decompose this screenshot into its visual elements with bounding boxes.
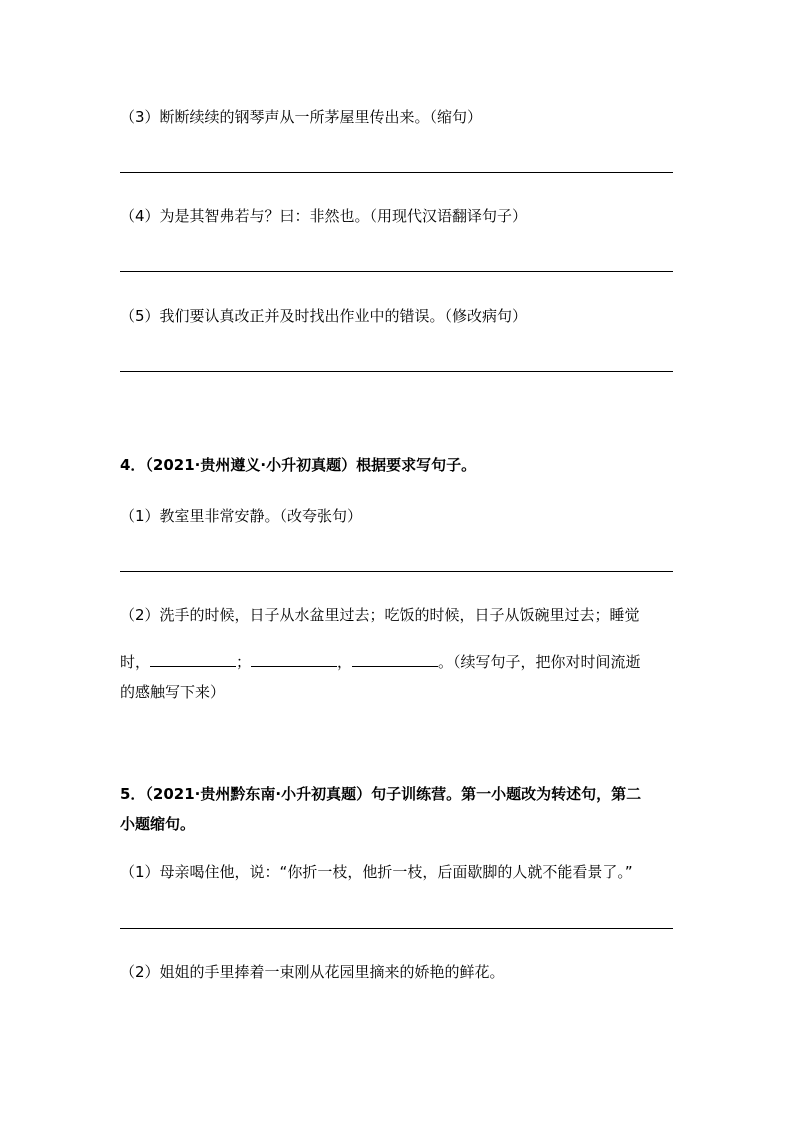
question-3-part-3: （3）断断续续的钢琴声从一所茅屋里传出来。（缩句） [120, 108, 483, 126]
question-5-part-2: （2）姐姐的手里捧着一束刚从花园里摘来的娇艳的鲜花。 [120, 963, 505, 981]
text-segment: 。（续写句子，把你对时间流逝 [438, 653, 641, 671]
answer-line[interactable] [120, 928, 673, 929]
text-segment: 时， [120, 653, 151, 671]
question-5-header-line-2: 小题缩句。 [120, 815, 196, 833]
question-5-part-1: （1）母亲喝住他，说：“你折一枝，他折一枝，后面歇脚的人就不能看景了。” [120, 863, 633, 881]
answer-line[interactable] [120, 172, 673, 173]
text-segment: ； [236, 653, 252, 671]
question-4-part-2-line-1: （2）洗手的时候，日子从水盆里过去；吃饭的时候，日子从饭碗里过去；睡觉 [120, 606, 640, 624]
question-4-header: 4．（2021·贵州遵义·小升初真题）根据要求写句子。 [120, 456, 477, 474]
question-3-part-5: （5）我们要认真改正并及时找出作业中的错误。（修改病句） [120, 307, 528, 325]
question-5-header-line-1: 5．（2021·贵州黔东南·小升初真题）句子训练营。第一小题改为转述句，第二 [120, 785, 642, 803]
fill-in-blank[interactable] [150, 651, 236, 667]
question-4-part-2-line-2 [120, 651, 641, 672]
fill-in-blank[interactable] [251, 651, 337, 667]
question-3-part-4: （4）为是其智弗若与？曰：非然也。（用现代汉语翻译句子） [120, 207, 528, 225]
answer-line[interactable] [120, 271, 673, 272]
question-4-part-2-line-3: 的感触写下来） [120, 683, 226, 701]
fill-in-blank[interactable] [352, 651, 438, 667]
question-4-part-1: （1）教室里非常安静。（改夸张句） [120, 507, 363, 525]
answer-line[interactable] [120, 571, 673, 572]
answer-line[interactable] [120, 371, 673, 372]
text-segment: ， [337, 653, 353, 671]
